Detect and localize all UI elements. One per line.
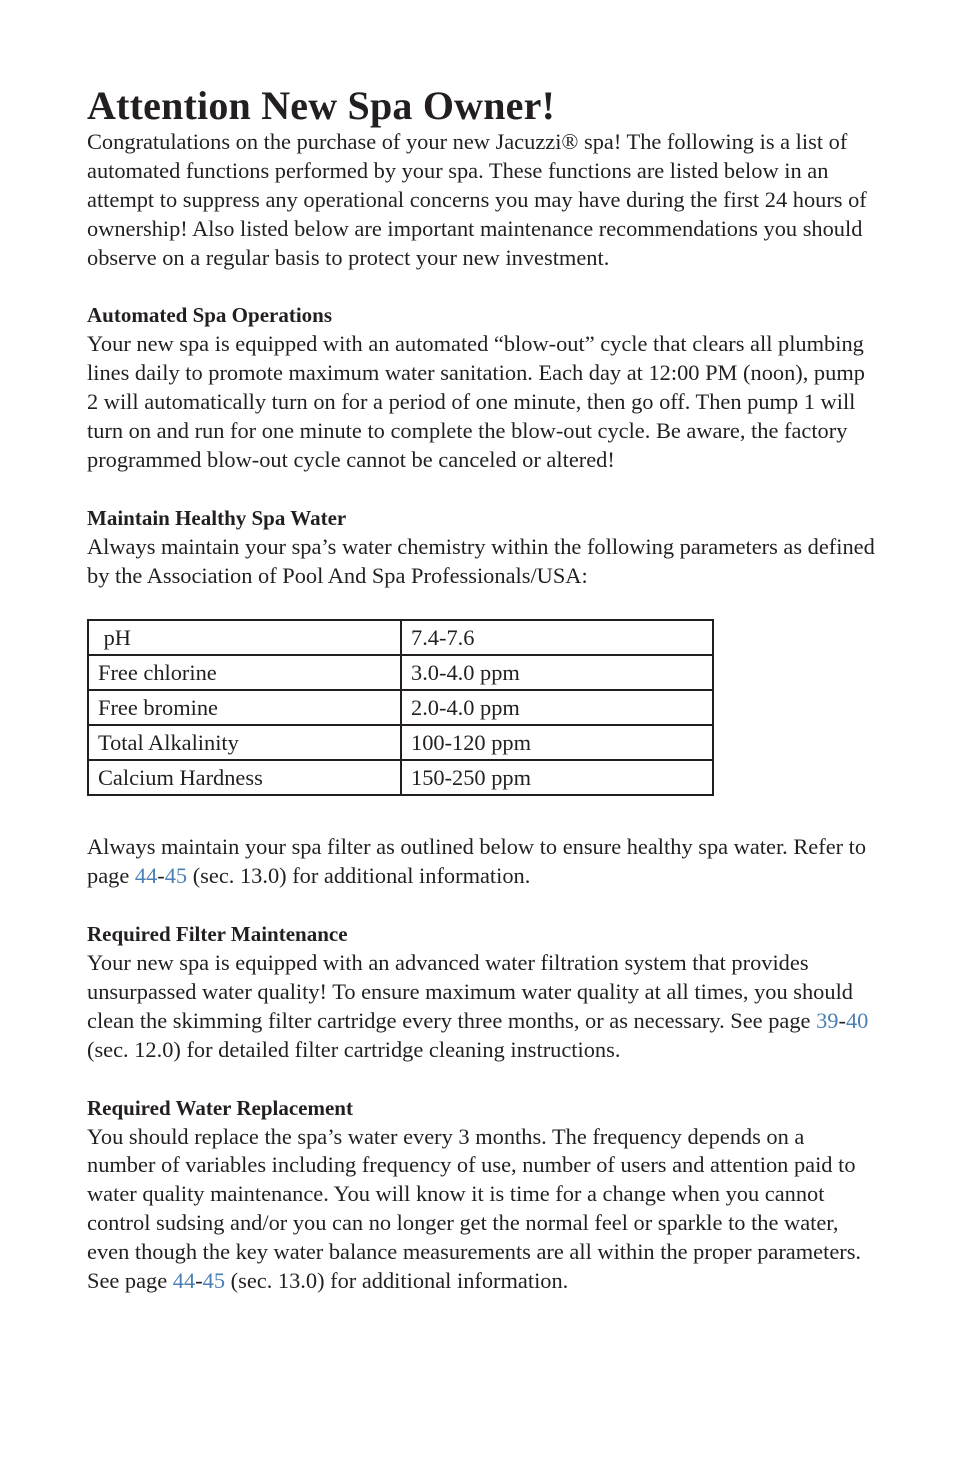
water-parameters-table — [87, 619, 714, 796]
table-row — [88, 690, 713, 725]
table-row — [88, 760, 713, 795]
table-row — [88, 725, 713, 760]
parameter-value: 100-120 ppm — [401, 725, 713, 760]
filter-maintenance-text: Your new spa is equipped with an advanced water filtration system that provides unsurpassed water quality! To ensure maximum water quality at all times, you should clean the skimming filter cartridge every three months, or as necessary. See page — [87, 950, 853, 1033]
parameter-value: 150-250 ppm — [401, 760, 713, 795]
healthy-water-body: Always maintain your spa’s water chemistry within the following parameters as defined by the Association of Pool And Spa Professionals/USA: — [87, 533, 875, 588]
water-replacement-text-after: (sec. 13.0) for additional information. — [225, 1268, 569, 1294]
water-replacement-body — [87, 1123, 877, 1296]
page-title: Attention New Spa Owner! — [87, 83, 556, 128]
table-row — [88, 655, 713, 690]
page-dash: - — [157, 863, 165, 889]
water-replacement-text: You should replace the spa’s water every 3 months. The frequency depends on a number of variables including frequency of use, number of users and attention paid to water quality maintenance. You will know it is time for a change when you cannot control sudsing and/or you can no longer get the normal feel or sparkle to the water, even though the key water balance measurements are all within the proper parameters. See page — [87, 1123, 862, 1294]
parameter-name: Total Alkalinity — [88, 725, 401, 760]
parameter-name: pH — [88, 620, 401, 655]
parameter-value: 7.4-7.6 — [401, 620, 713, 655]
automated-operations-heading: Automated Spa Operations — [87, 303, 333, 328]
intro-paragraph: Congratulations on the purchase of your new Jacuzzi® spa! The following is a list of automated functions performed by your spa. These functions are listed below in an attempt to suppress any operational concerns you may have during the first 24 hours of ownership! Also listed below are important maintenance recommendations you should observe on a regular basis to protect your new investment. — [87, 129, 867, 270]
filter-maintenance-body — [87, 949, 877, 1065]
filter-maintenance-heading: Required Filter Maintenance — [87, 922, 348, 947]
filter-note-text: Always maintain your spa filter as outlined below to ensure healthy spa water. Refer to page — [87, 834, 867, 889]
healthy-water-heading: Maintain Healthy Spa Water — [87, 505, 347, 530]
page-link[interactable]: 45 — [202, 1268, 226, 1294]
page-link[interactable]: 44 — [172, 1268, 196, 1294]
parameter-name: Free bromine — [88, 690, 401, 725]
water-replacement-heading: Required Water Replacement — [87, 1095, 353, 1120]
parameter-name: Free chlorine — [88, 655, 401, 690]
automated-operations-body: Your new spa is equipped with an automated “blow-out” cycle that clears all plumbing lines daily to promote maximum water sanitation. Each day at 12:00 PM (noon), pump 2 will automatically turn on for a period of one minute, then go off. Then pump 1 will turn on and run for one minute to complete the blow-out cycle. Be aware, the factory programmed blow-out cycle cannot be canceled or altered! — [87, 331, 865, 472]
page-dash: - — [838, 1007, 846, 1033]
parameter-name: Calcium Hardness — [88, 760, 401, 795]
page-link[interactable]: 40 — [845, 1007, 869, 1033]
parameter-value: 3.0-4.0 ppm — [401, 655, 713, 690]
page-link[interactable]: 44 — [134, 863, 158, 889]
filter-note-paragraph — [87, 833, 877, 891]
page-dash: - — [195, 1268, 203, 1294]
parameter-value: 2.0-4.0 ppm — [401, 690, 713, 725]
page-link[interactable]: 45 — [164, 863, 188, 889]
filter-note-text-after: (sec. 13.0) for additional information. — [187, 863, 531, 889]
filter-maintenance-text-after: (sec. 12.0) for detailed filter cartridge cleaning instructions. — [87, 1036, 621, 1062]
table-row — [88, 620, 713, 655]
page-link[interactable]: 39 — [816, 1007, 839, 1033]
document-page — [87, 84, 877, 1296]
